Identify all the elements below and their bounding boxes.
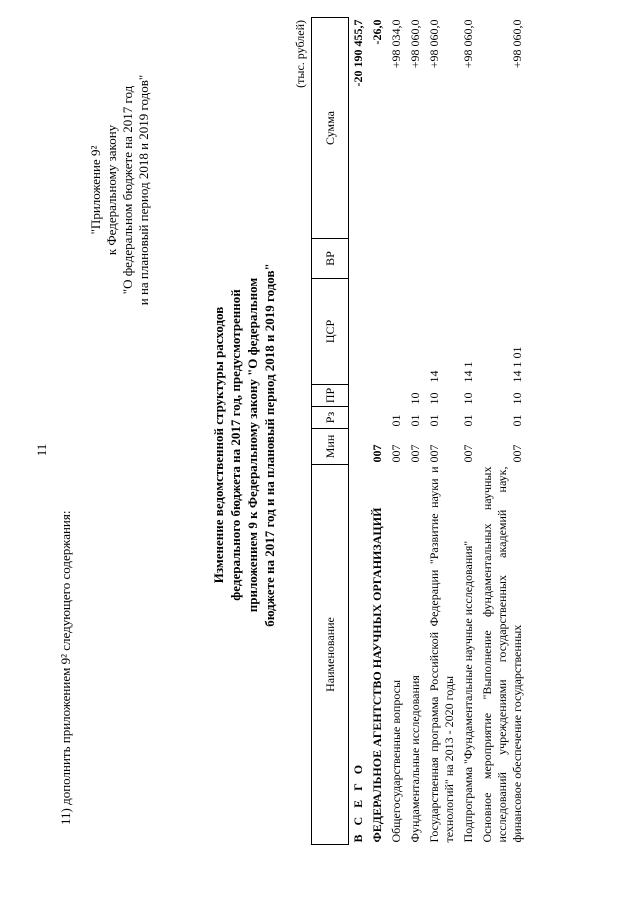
row-min xyxy=(349,429,369,465)
header-sum: Сумма xyxy=(312,18,349,239)
table-header-row xyxy=(312,18,349,845)
appendix-line-2: к Федеральному закону xyxy=(104,124,119,256)
table-row xyxy=(387,18,406,845)
row-min: 007 xyxy=(389,444,403,463)
row-pr: 10 xyxy=(408,392,422,405)
row-csr xyxy=(368,279,387,385)
appendix-line-1: "Приложение 9² xyxy=(88,145,103,235)
row-vr xyxy=(387,239,406,279)
row-csr xyxy=(387,279,406,385)
row-name: Государственная программа Российской Федерации "Развитие науки и технологий" на 2013 - 2020 годы xyxy=(427,466,456,843)
row-rz: 01 xyxy=(461,414,475,427)
amendment-intro: 11) дополнить приложением 9² следующего содержания: xyxy=(58,510,73,825)
header-rz: Рз xyxy=(312,407,349,429)
row-sum: -26,0 xyxy=(370,19,384,45)
row-sum: +98 060,0 xyxy=(408,19,422,69)
title-line-1: Изменение ведомственной структуры расходов xyxy=(211,306,226,584)
row-name: Общегосударственные вопросы xyxy=(389,679,403,843)
row-pr: 10 xyxy=(427,392,441,405)
row-rz xyxy=(349,407,369,429)
row-vr xyxy=(368,239,387,279)
title-line-2: федерального бюджета на 2017 год, предусмотренной xyxy=(228,289,243,601)
row-sum: +98 034,0 xyxy=(389,19,403,69)
title-line-3: приложением 9 к Федеральному закону "О федеральном xyxy=(245,277,260,613)
table-row xyxy=(478,18,527,845)
table-row xyxy=(406,18,425,845)
header-csr: ЦСР xyxy=(312,279,349,385)
row-csr xyxy=(406,279,425,385)
row-vr xyxy=(478,239,527,279)
row-sum: +98 060,0 xyxy=(461,19,475,69)
row-min: 007 xyxy=(461,444,475,463)
row-pr: 10 xyxy=(510,392,524,405)
row-pr xyxy=(349,385,369,407)
header-vr: ВР xyxy=(312,239,349,279)
row-min: 007 xyxy=(510,444,524,463)
row-pr xyxy=(387,385,406,407)
row-sum: +98 060,0 xyxy=(427,19,441,69)
table-row xyxy=(349,18,369,845)
table-row xyxy=(459,18,478,845)
row-name: ФЕДЕРАЛЬНОЕ АГЕНТСТВО НАУЧНЫХ ОРГАНИЗАЦИЙ xyxy=(370,507,384,843)
row-name: Основное мероприятие "Выполнение фундаментальных научных исследований учреждениями государственных академий наук, финансовое обеспечение государственных xyxy=(480,466,524,843)
title-line-4: бюджете на 2017 год и на плановый период 2018 и 2019 годов" xyxy=(262,263,277,627)
row-vr xyxy=(406,239,425,279)
row-name: В С Е Г О xyxy=(351,761,365,843)
row-min: 007 xyxy=(408,444,422,463)
budget-table xyxy=(311,17,527,845)
document-title xyxy=(210,215,278,675)
header-pr: ПР xyxy=(312,385,349,407)
header-min: Мин xyxy=(312,429,349,465)
appendix-heading xyxy=(88,10,152,370)
row-vr xyxy=(425,239,459,279)
appendix-line-4: и на плановый период 2018 и 2019 годов" xyxy=(136,74,151,306)
row-csr xyxy=(349,279,369,385)
row-rz: 01 xyxy=(427,414,441,427)
row-pr: 10 xyxy=(461,392,475,405)
row-csr: 14 1 xyxy=(461,361,475,383)
units-label: (тыс. рублей) xyxy=(293,20,307,88)
table-row xyxy=(425,18,459,845)
row-pr xyxy=(368,385,387,407)
row-csr: 14 xyxy=(427,370,441,383)
row-csr: 14 1 01 xyxy=(510,346,524,383)
row-sum: +98 060,0 xyxy=(510,19,524,69)
appendix-line-3: "О федеральном бюджете на 2017 год xyxy=(120,85,135,295)
row-sum: -20 190 455,7 xyxy=(351,19,365,87)
row-rz xyxy=(368,407,387,429)
row-rz: 01 xyxy=(510,414,524,427)
header-name: Наименование xyxy=(312,465,349,845)
row-rz: 01 xyxy=(408,414,422,427)
row-name: Подпрограмма "Фундаментальные научные исследования" xyxy=(461,540,475,843)
row-rz: 01 xyxy=(389,414,403,427)
row-vr xyxy=(459,239,478,279)
row-min: 007 xyxy=(370,444,384,463)
row-name: Фундаментальные исследования xyxy=(408,675,422,843)
row-min: 007 xyxy=(427,444,441,463)
page-number: 11 xyxy=(34,443,49,457)
row-vr xyxy=(349,239,369,279)
table-row xyxy=(368,18,387,845)
